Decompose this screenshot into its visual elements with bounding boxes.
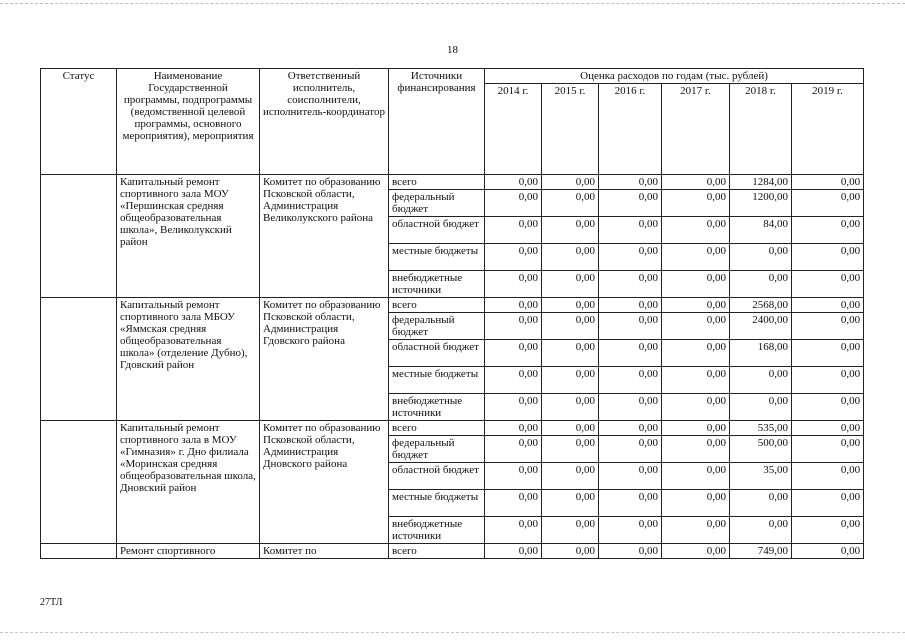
amount-cell: 0,00: [792, 517, 864, 544]
program-name-cell: Капитальный ремонт спортивного зала МОУ «Першинская средняя общеобразовательная школа», Великолукский район: [117, 175, 260, 298]
header-responsible: Ответственный исполнитель, соисполнители, исполнитель-координатор: [260, 69, 389, 175]
amount-cell: 0,00: [542, 394, 599, 421]
amount-cell: 0,00: [485, 217, 542, 244]
funding-source-cell: федеральный бюджет: [389, 190, 485, 217]
program-name-cell: Капитальный ремонт спортивного зала в МОУ «Гимназия» г. Дно филиала «Моринская средняя общеобразовательная школа, Дновский район: [117, 421, 260, 544]
header-sources: Источники финансирования: [389, 69, 485, 175]
amount-cell: 0,00: [792, 313, 864, 340]
amount-cell: 0,00: [730, 490, 792, 517]
amount-cell: 0,00: [485, 436, 542, 463]
amount-cell: 0,00: [662, 244, 730, 271]
amount-cell: 0,00: [792, 217, 864, 244]
amount-cell: 0,00: [599, 298, 662, 313]
header-status: Статус: [41, 69, 117, 175]
amount-cell: 0,00: [542, 436, 599, 463]
scan-edge-top: [0, 3, 905, 4]
scan-edge-bottom: [0, 632, 905, 633]
amount-cell: 0,00: [542, 313, 599, 340]
header-year: 2019 г.: [792, 84, 864, 175]
responsible-cell: Комитет по образованию Псковской области, Администрация Дновского района: [260, 421, 389, 544]
amount-cell: 0,00: [599, 271, 662, 298]
amount-cell: 0,00: [542, 490, 599, 517]
amount-cell: 168,00: [730, 340, 792, 367]
amount-cell: 0,00: [599, 463, 662, 490]
amount-cell: 0,00: [485, 517, 542, 544]
amount-cell: 0,00: [599, 340, 662, 367]
funding-source-cell: федеральный бюджет: [389, 436, 485, 463]
amount-cell: 500,00: [730, 436, 792, 463]
table-row: [41, 544, 864, 559]
amount-cell: 0,00: [662, 367, 730, 394]
amount-cell: 0,00: [485, 463, 542, 490]
funding-source-cell: местные бюджеты: [389, 490, 485, 517]
budget-body: [41, 175, 864, 559]
amount-cell: 0,00: [542, 367, 599, 394]
table-row: [41, 421, 864, 436]
amount-cell: 0,00: [662, 463, 730, 490]
funding-source-cell: местные бюджеты: [389, 367, 485, 394]
amount-cell: 535,00: [730, 421, 792, 436]
footer-code: 27ТЛ: [40, 597, 63, 608]
amount-cell: 0,00: [599, 175, 662, 190]
funding-source-cell: местные бюджеты: [389, 244, 485, 271]
amount-cell: 0,00: [485, 421, 542, 436]
funding-source-cell: внебюджетные источники: [389, 271, 485, 298]
program-name-cell: Капитальный ремонт спортивного зала МБОУ «Яммская средняя общеобразовательная школа» (отделение Дубно), Гдовский район: [117, 298, 260, 421]
funding-source-cell: областной бюджет: [389, 463, 485, 490]
header-year: 2014 г.: [485, 84, 542, 175]
amount-cell: 0,00: [542, 190, 599, 217]
header-year: 2015 г.: [542, 84, 599, 175]
amount-cell: 0,00: [485, 313, 542, 340]
funding-source-cell: всего: [389, 544, 485, 559]
amount-cell: 0,00: [792, 544, 864, 559]
amount-cell: 0,00: [485, 394, 542, 421]
amount-cell: 0,00: [599, 421, 662, 436]
amount-cell: 0,00: [485, 298, 542, 313]
funding-source-cell: областной бюджет: [389, 340, 485, 367]
amount-cell: 0,00: [599, 217, 662, 244]
amount-cell: 0,00: [599, 394, 662, 421]
amount-cell: 0,00: [730, 244, 792, 271]
header-year: 2016 г.: [599, 84, 662, 175]
amount-cell: 0,00: [542, 517, 599, 544]
amount-cell: 0,00: [542, 544, 599, 559]
amount-cell: 0,00: [662, 340, 730, 367]
responsible-cell: Комитет по образованию Псковской области, Администрация Гдовского района: [260, 298, 389, 421]
budget-table: [40, 68, 864, 559]
amount-cell: 0,00: [542, 244, 599, 271]
amount-cell: 0,00: [792, 463, 864, 490]
amount-cell: 0,00: [662, 436, 730, 463]
responsible-cell: Комитет по образованию Псковской области, Администрация Великолукского района: [260, 175, 389, 298]
funding-source-cell: всего: [389, 175, 485, 190]
amount-cell: 0,00: [730, 517, 792, 544]
amount-cell: 0,00: [792, 436, 864, 463]
amount-cell: 0,00: [662, 298, 730, 313]
amount-cell: 0,00: [542, 298, 599, 313]
table-row: [41, 175, 864, 190]
amount-cell: 0,00: [542, 217, 599, 244]
amount-cell: 0,00: [662, 313, 730, 340]
amount-cell: 2568,00: [730, 298, 792, 313]
amount-cell: 0,00: [485, 271, 542, 298]
responsible-cell: Комитет по: [260, 544, 389, 559]
amount-cell: 0,00: [485, 544, 542, 559]
table-row: [41, 298, 864, 313]
amount-cell: 0,00: [485, 190, 542, 217]
amount-cell: 0,00: [792, 340, 864, 367]
amount-cell: 35,00: [730, 463, 792, 490]
amount-cell: 0,00: [662, 517, 730, 544]
amount-cell: 0,00: [662, 421, 730, 436]
amount-cell: 0,00: [542, 271, 599, 298]
amount-cell: 0,00: [662, 544, 730, 559]
amount-cell: 0,00: [485, 244, 542, 271]
amount-cell: 0,00: [792, 175, 864, 190]
status-cell: [41, 544, 117, 559]
amount-cell: 0,00: [792, 244, 864, 271]
amount-cell: 0,00: [792, 421, 864, 436]
amount-cell: 1200,00: [730, 190, 792, 217]
amount-cell: 0,00: [662, 217, 730, 244]
amount-cell: 0,00: [599, 517, 662, 544]
amount-cell: 0,00: [792, 394, 864, 421]
amount-cell: 0,00: [730, 271, 792, 298]
funding-source-cell: внебюджетные источники: [389, 394, 485, 421]
amount-cell: 749,00: [730, 544, 792, 559]
header-year: 2017 г.: [662, 84, 730, 175]
amount-cell: 0,00: [730, 367, 792, 394]
amount-cell: 0,00: [485, 340, 542, 367]
status-cell: [41, 298, 117, 421]
funding-source-cell: областной бюджет: [389, 217, 485, 244]
header-row: [41, 69, 864, 84]
amount-cell: 84,00: [730, 217, 792, 244]
amount-cell: 0,00: [542, 340, 599, 367]
amount-cell: 0,00: [792, 490, 864, 517]
header-name: Наименование Государственной программы, подпрограммы (ведомственной целевой программы, основного мероприятия), мероприятия: [117, 69, 260, 175]
amount-cell: 0,00: [599, 367, 662, 394]
amount-cell: 0,00: [599, 313, 662, 340]
amount-cell: 1284,00: [730, 175, 792, 190]
amount-cell: 0,00: [599, 544, 662, 559]
amount-cell: 0,00: [662, 490, 730, 517]
page-number: 18: [447, 44, 458, 56]
status-cell: [41, 421, 117, 544]
funding-source-cell: всего: [389, 298, 485, 313]
funding-source-cell: федеральный бюджет: [389, 313, 485, 340]
amount-cell: 0,00: [662, 271, 730, 298]
amount-cell: 0,00: [542, 175, 599, 190]
amount-cell: 0,00: [730, 394, 792, 421]
amount-cell: 0,00: [792, 271, 864, 298]
status-cell: [41, 175, 117, 298]
amount-cell: 0,00: [599, 190, 662, 217]
funding-source-cell: всего: [389, 421, 485, 436]
amount-cell: 2400,00: [730, 313, 792, 340]
amount-cell: 0,00: [662, 190, 730, 217]
amount-cell: 0,00: [542, 463, 599, 490]
amount-cell: 0,00: [599, 436, 662, 463]
header-estimate: Оценка расходов по годам (тыс. рублей): [485, 69, 864, 84]
header-year: 2018 г.: [730, 84, 792, 175]
amount-cell: 0,00: [662, 394, 730, 421]
amount-cell: 0,00: [662, 175, 730, 190]
amount-cell: 0,00: [542, 421, 599, 436]
amount-cell: 0,00: [485, 367, 542, 394]
amount-cell: 0,00: [599, 244, 662, 271]
amount-cell: 0,00: [792, 367, 864, 394]
amount-cell: 0,00: [599, 490, 662, 517]
amount-cell: 0,00: [485, 490, 542, 517]
amount-cell: 0,00: [792, 298, 864, 313]
amount-cell: 0,00: [792, 190, 864, 217]
amount-cell: 0,00: [485, 175, 542, 190]
program-name-cell: Ремонт спортивного: [117, 544, 260, 559]
funding-source-cell: внебюджетные источники: [389, 517, 485, 544]
